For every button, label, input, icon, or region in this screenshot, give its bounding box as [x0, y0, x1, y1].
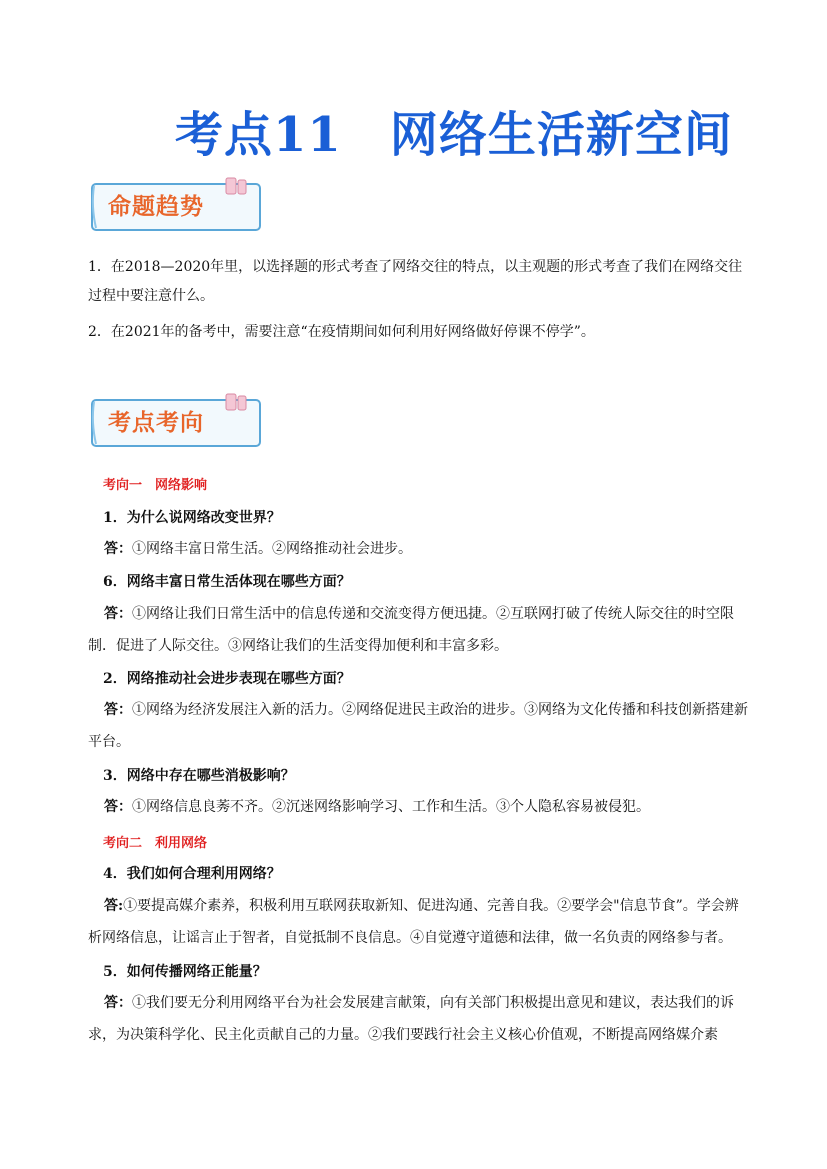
section-heading-2: 考向二 利用网络: [103, 836, 208, 851]
question-3: 2．网络推动社会进步表现在哪些方面？: [103, 671, 351, 687]
title-number: 考点11: [175, 107, 342, 163]
question-1: 1．为什么说网络改变世界？: [103, 510, 281, 526]
trend-tag: [88, 176, 266, 234]
direction-tag-label: 考点考向: [108, 410, 204, 436]
trend-item-1: 1．在2018—2020年里，以选择题的形式考查了网络交往的特点，以主观题的形式考查了我们在网络交往过程中要注意什么。: [88, 259, 743, 304]
direction-tag: [88, 392, 266, 450]
answer-3: 答：①网络为经济发展注入新的活力。②网络促进民主政治的进步。③网络为文化传播和科技创新搭建新平台。: [88, 702, 748, 750]
answer-2: 答：①网络让我们日常生活中的信息传递和交流变得方便迅捷。②互联网打破了传统人际交往的时空限制．促进了人际交往。③网络让我们的生活变得加便利和丰富多彩。: [88, 606, 734, 654]
question-2: 6．网络丰富日常生活体现在哪些方面？: [103, 574, 351, 590]
answer-6: 答：①我们要无分利用网络平台为社会发展建言献策，向有关部门积极提出意见和建议，表达我们的诉求，为决策科学化、民主化贡献自己的力量。②我们要践行社会主义核心价值观，不断提高网络媒介素: [88, 995, 734, 1043]
trend-item-2: 2．在2021年的备考中，需要注意“在疫情期间如何利用好网络做好停课不停学”。: [88, 324, 595, 340]
title-topic: 网络生活新空间: [389, 107, 733, 163]
question-5: 4．我们如何合理利用网络？: [103, 866, 281, 882]
page-title: [175, 96, 733, 165]
trend-tag-label: 命题趋势: [108, 194, 204, 220]
question-4: 3．网络中存在哪些消极影响？: [103, 768, 295, 784]
answer-4: 答：①网络信息良莠不齐。②沉迷网络影响学习、工作和生活。③个人隐私容易被侵犯。: [104, 799, 650, 815]
answer-1: 答：①网络丰富日常生活。②网络推动社会进步。: [104, 541, 412, 557]
question-6: 5．如何传播网络正能量？: [103, 964, 267, 980]
section-heading-1: 考向一 网络影响: [103, 478, 208, 493]
answer-5: 答:①要提高媒介素养，积极利用互联网获取新知、促进沟通、完善自我。②要学会"信息节食”。学会辨析网络信息，让谣言止于智者，自觉抵制不良信息。④自觉遵守道德和法律，做一名负责的网络参与者。: [88, 898, 739, 946]
